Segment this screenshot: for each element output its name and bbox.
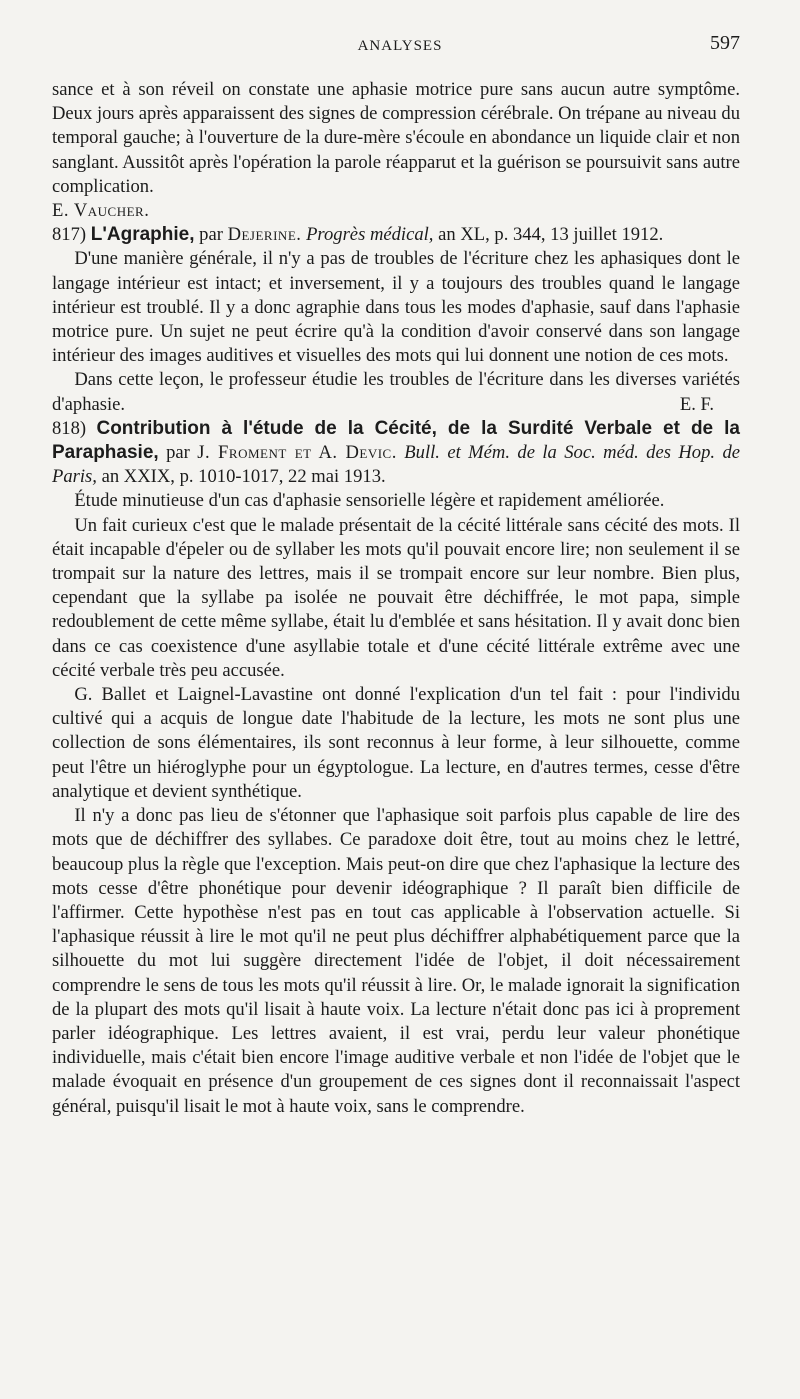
entry-818-heading: 818) Contribution à l'étude de la Cécité, de la Surdité Verbale et de la Paraphasie, par J. Froment et A. Devic. Bull. et Mém. de la Soc. méd. des Hop. de Paris, an XXIX, p. 1010-1017, 22 mai 1913. (52, 417, 741, 488)
previous-abstract-continuation: sance et à son réveil on constate une aphasie motrice pure sans aucun autre symptôme. Deux jours après apparaissent des signes de compression cérébrale. On trépane au niveau du temporal gauche; à l'ouverture de la dure-mère s'écoule en abondance un liquide clair et non sanglant. Aussitôt après l'opération la parole réapparut et la guérison se poursuivit sans autre complication. (52, 79, 740, 197)
entry-817-journal: Progrès médical, (306, 224, 434, 246)
entry-818-paragraph-2: Un fait curieux c'est que le malade présentait de la cécité littérale sans cécité des mots. Il était incapable d'épeler ou de syllaber les mots qu'il pouvait encore lire; non seulement il se trompait sur la nature des lettres, mais il se trompait encore sur leur nombre. Bien plus, cependant que la syllabe pa isolée ne pouvait être déchiffrée, le mot papa, simple redoublement de cette même syllabe, était lu d'emblée et sans hésitation. Il y avait donc bien dans ce cas coexistence d'une asyllabie totale et d'une cécité littérale extrême avec une cécité verbale très peu accusée. (52, 514, 740, 681)
page-header (0, 30, 800, 60)
entry-817-author: Dejerine. (227, 224, 302, 246)
entry-818-citation: an XXIX, p. 1010-1017, 22 mai 1913. (101, 466, 386, 488)
entry-817-signature: E. F. (679, 393, 714, 415)
page-number: 597 (710, 32, 740, 54)
page-body (52, 78, 740, 1119)
entry-817-citation: an XL, p. 344, 13 juillet 1912. (438, 224, 664, 246)
entry-818-title: Contribution à l'étude de la Cécité, de la Surdité Verbale et de la Paraphasie, (52, 417, 740, 464)
entry-818-journal: Bull. et Mém. de la Soc. méd. des Hop. de Paris, (52, 442, 741, 488)
entry-818-authors: J. Froment et A. Devic. (197, 442, 397, 464)
entry-818-paragraph-4: Il n'y a donc pas lieu de s'étonner que l'aphasique soit parfois plus capable de lire des mots que de déchiffrer des syllabes. Ce paradoxe doit être, tout au moins chez le lettré, beaucoup plus la règle que l'exception. Mais peut-on dire que chez l'aphasique la lecture des mots cesse d'être phonétique pour devenir idéographique ? Il paraît bien difficile de l'affirmer. Cette hypothèse n'est pas en tout cas applicable à l'observation actuelle. Si l'aphasique réussit à lire le mot qu'il ne peut plus déchiffrer alphabétiquement parce que la silhouette du mot lui suggère directement l'idée de l'objet, il doit nécessairement comprendre le sens de tous les mots qu'il réussit à lire. Or, le malade ignorait la signification de la plupart des mots qu'il lisait à haute voix. La lecture n'était donc pas ici à proprement parler idéographique. Les lettres avaient, il est vrai, perdu leur valeur phonétique individuelle, mais c'était bien encore l'image auditive verbale et non l'idée de l'objet que le malade évoquait en présence d'un groupement de ces signes dont il reconnaissait l'aspect général, puisqu'il lisait le mot à haute voix, sans le comprendre. (52, 805, 740, 1117)
entry-817-title: L'Agraphie, (90, 224, 195, 246)
entry-818-paragraph-3: G. Ballet et Laignel-Lavastine ont donné l'explication d'un tel fait : pour l'individu cultivé qui a acquis de longue date l'habitude de la lecture, les mots ne sont plus une collection de sons élémentaires, ils sont reconnus à leur forme, à leur silhouette, comme peut l'être un hiéroglyphe pour un égyptologue. La lecture, en d'autres termes, cesse d'être analytique et devient synthétique. (52, 684, 740, 802)
running-head: ANALYSES (357, 38, 443, 54)
entry-817-heading: 817) L'Agraphie, par Dejerine. Progrès médical, an XL, p. 344, 13 juillet 1912. (52, 224, 664, 246)
entry-818-paragraph-1: Étude minutieuse d'un cas d'aphasie sensorielle légère et rapidement améliorée. (74, 490, 665, 512)
entry-817-paragraph-2: Dans cette leçon, le professeur étudie les troubles de l'écriture dans les diverses variétés d'aphasie. E. F. (52, 368, 740, 416)
entry-817-number: 817) (52, 224, 87, 246)
abstract-signature-vaucher: E. Vaucher. (52, 200, 150, 222)
entry-817-paragraph-1: D'une manière générale, il n'y a pas de troubles de l'écriture chez les aphasiques dont le langage intérieur est intact; et inversement, il y a toujours des troubles quand le langage intérieur est troublé. Il y a donc agraphie dans tous les modes d'aphasie, sauf dans l'aphasie motrice pure. Un sujet ne peut écrire qu'à la condition d'avoir conservé dans son langage intérieur des images auditives et visuelles des mots qui lui donnent une notion de ces mots. (52, 248, 740, 367)
entry-818-number: 818) (52, 417, 87, 439)
